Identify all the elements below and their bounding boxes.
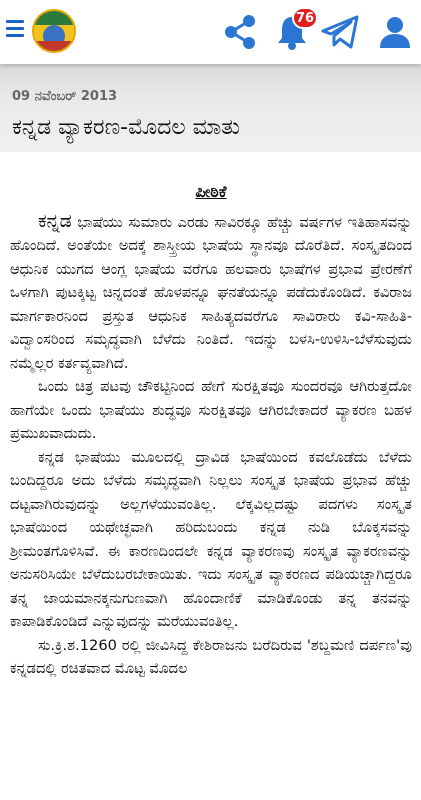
paragraph-1-text: ಭಾಷೆಯು ಸುಮಾರು ಎರಡು ಸಾವಿರಕ್ಕೂ ಹೆಚ್ಚು ವರ್ಷಗಳ ಇತಿಹಾಸವನ್ನು ಹೊಂದಿದೆ. ಅಂತೆಯೇ ಅದಕ್ಕೆ ಶಾಸ್ತ್ರೀಯ ಭಾಷೆಯ ಸ್ಥಾನವೂ ದೊರೆತಿದೆ. ಸಂಸ್ಕೃತದಿಂದ ಆಧುನಿಕ ಯುಗದ ಆಂಗ್ಲ ಭಾಷೆಯ ವರೆಗೂ ಹಲವಾರು ಭಾಷೆಗಳ ಪ್ರಭಾವ ಪ್ರೇರಣೆಗೆ ಒಳಗಾಗಿ ಪುಟಕ್ಕಿಟ್ಟ ಚಿನ್ನದಂತೆ ಹೊಳಪನ್ನೂ ಘನತೆಯನ್ನೂ ಪಡೆದುಕೊಂಡಿದೆ. ಕವಿರಾಜ ಮಾರ್ಗಕಾರನಿಂದ ಪ್ರಸ್ತುತ ಆಧುನಿಕ ಸಾಹಿತ್ಯದವರೆಗೂ ಸಾವಿರಾರು ಕವಿ-ಸಾಹಿತಿ-ವಿದ್ವಾಂಸರಿಂದ ಸಮೃದ್ಧವಾಗಿ ಬೆಳೆದು ನಿಂತಿದೆ. ಇದನ್ನು ಬಳಸಿ-ಉಳಿಸಿ-ಬೆಳೆಸುವುದು ನಮ್ಮೆಲ್ಲರ ಕರ್ತವ್ಯವಾಗಿದೆ. <box>10 213 412 372</box>
app-bar <box>0 0 421 64</box>
article-title: ಕನ್ನಡ ವ್ಯಾಕರಣ-ಮೊದಲ ಮಾತು <box>12 115 240 140</box>
notification-badge[interactable]: 76 <box>292 7 318 29</box>
paragraph-3: ಕನ್ನಡ ಭಾಷೆಯು ಮೂಲದಲ್ಲಿ ದ್ರಾವಿಡ ಭಾಷೆಯಿಂದ ಕವಲೊಡೆದು ಬೆಳೆದು ಬಂದಿದ್ದರೂ ಅದು ಬೆಳೆದು ಸಮೃದ್ಧವಾಗಿ ನಿಲ್ಲಲು ಸಂಸ್ಕೃತ ಭಾಷೆಯ ಪ್ರಭಾವ ಹೆಚ್ಚು ದಟ್ಟವಾಗಿರುವುದನ್ನು ಅಲ್ಲಗಳೆಯುವಂತಿಲ್ಲ. ಲೆಕ್ಕವಿಲ್ಲದಷ್ಟು ಪದಗಳು ಸಂಸ್ಕೃತ ಭಾಷೆಯಿಂದ ಯಥೇಚ್ಛವಾಗಿ ಹರಿದುಬಂದು ಕನ್ನಡ ನುಡಿ ಬೊಕ್ಕಸವನ್ನು ಶ್ರೀಮಂತಗೊಳಿಸಿವೆ. ಈ ಕಾರಣದಿಂದಲೇ ಕನ್ನಡ ವ್ಯಾಕರಣವು ಸಂಸ್ಕೃತ ವ್ಯಾಕರಣವನ್ನು ಅನುಸರಿಸಿಯೇ ಬೆಳೆದುಬರಬೇಕಾಯಿತು. ಇದು ಸಂಸ್ಕೃತ ವ್ಯಾಕರಣದ ಪಡಿಯಚ್ಚಾಗಿದ್ದರೂ ತನ್ನ ಜಾಯಮಾನಕ್ಕನುಗುಣವಾಗಿ ಹೊಂದಾಣಿಕೆ ಮಾಡಿಕೊಂಡು ತನ್ನ ತನವನ್ನು ಕಾಪಾಡಿಕೊಂಡಿದೆ ಎನ್ನುವುದನ್ನು ಮರೆಯುವಂತಿಲ್ಲ. <box>10 448 412 630</box>
paragraph-2: ಒಂದು ಚಿತ್ರ ಪಟವು ಚೌಕಟ್ಟಿನಿಂದ ಹೇಗೆ ಸುರಕ್ಷಿತವೂ ಸುಂದರವೂ ಆಗಿರುತ್ತದೋ ಹಾಗೆಯೇ ಒಂದು ಭಾಷೆಯು ಶುದ್ಧವೂ ಸುರಕ್ಷಿತವೂ ಆಗಿರಬೇಕಾದರೆ ವ್ಯಾಕರಣ ಬಹಳ ಪ್ರಮುಖವಾದುದು. <box>10 378 412 442</box>
app-logo[interactable] <box>32 9 76 53</box>
paragraph-1 <box>10 210 412 376</box>
section-heading: ಪೀಠಿಕೆ <box>195 182 227 201</box>
telegram-icon[interactable] <box>320 12 360 52</box>
paragraph-4: ಸು.ಕ್ರಿ.ಶ.1260 ರಲ್ಲಿ ಜೀವಿಸಿದ್ದ ಕೇಶಿರಾಜನು ಬರೆದಿರುವ 'ಶಬ್ದಮಣಿ ದರ್ಪಣ'ವು ಕನ್ನಡದಲ್ಲಿ ರಚಿತವಾದ ಮೊಟ್ಟ ಮೊದಲ <box>10 636 412 677</box>
user-icon[interactable] <box>375 12 415 52</box>
menu-icon[interactable] <box>6 20 24 40</box>
article-date: 09 ನವೆಂಬರ್ 2013 <box>12 89 118 104</box>
article-body <box>10 180 412 681</box>
share-icon[interactable] <box>220 12 260 52</box>
first-word: ಕನ್ನಡ <box>38 209 72 232</box>
